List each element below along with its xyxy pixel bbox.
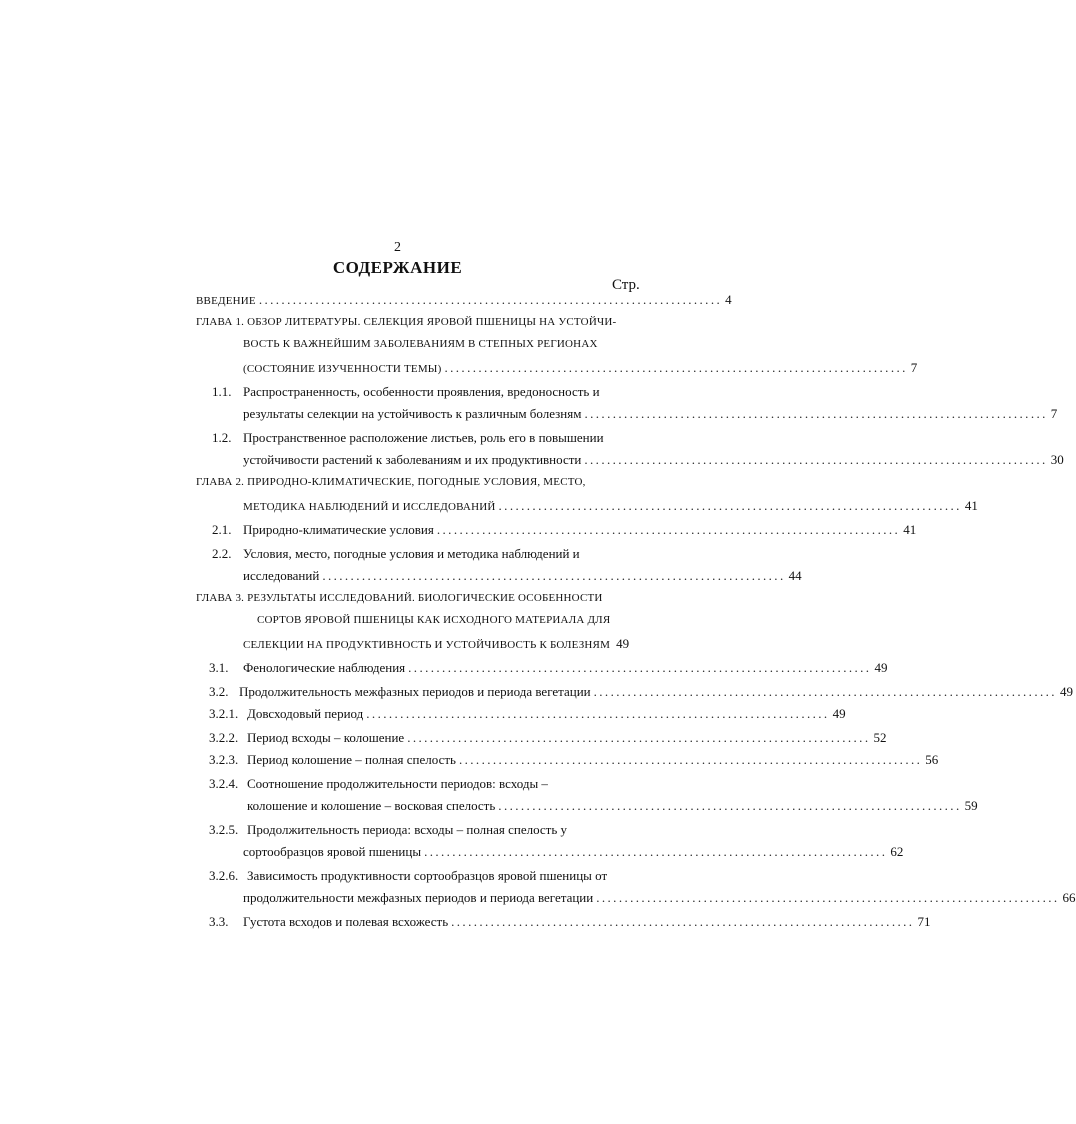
toc-entry-text: ГЛАВА 3. РЕЗУЛЬТАТЫ ИССЛЕДОВАНИЙ. БИОЛОГИЧЕСКИЕ ОСОБЕННОСТИ — [196, 592, 603, 604]
toc-entry — [212, 546, 642, 566]
toc-entry-page: 52 — [873, 730, 887, 745]
toc-entry-page: 30 — [1050, 452, 1064, 467]
toc-entry — [209, 730, 887, 750]
toc-entry-text: Зависимость продуктивности сортообразцов яровой пшеницы от — [247, 868, 608, 883]
leader-dots: .................................................................................. — [258, 292, 723, 307]
toc-entry-page: 7 — [1050, 406, 1058, 421]
toc-entry-page: 56 — [925, 752, 939, 767]
leader-dots: .................................................................................. — [322, 568, 786, 583]
toc-entry-number: 3.3. — [209, 914, 229, 929]
toc-entry-text: Густота всходов и полевая всхожесть — [243, 914, 449, 929]
toc-entry-page: 41 — [903, 522, 917, 537]
page-column-label: Стр. — [612, 277, 640, 293]
leader-dots: .................................................................................. — [366, 706, 830, 721]
toc-entry-text: ВВЕДЕНИЕ — [196, 295, 256, 307]
toc-entry-text: исследований — [243, 568, 320, 583]
toc-entry-page: 71 — [917, 914, 931, 929]
toc-entry-page: 62 — [890, 844, 904, 859]
toc-entry — [209, 660, 888, 680]
toc-entry — [209, 706, 846, 726]
toc-entry-text: устойчивости растений к заболеваниям и их продуктивности — [243, 452, 582, 467]
toc-entry — [209, 684, 1073, 704]
toc-entry-text: Довсходовый период — [247, 706, 364, 721]
toc-entry — [196, 476, 636, 496]
toc-entry — [243, 636, 629, 656]
toc-entry — [209, 776, 639, 796]
leader-dots: .................................................................................. — [593, 684, 1057, 699]
toc-entry-text: продолжительности межфазных периодов и периода вегетации — [243, 890, 594, 905]
leader-dots: .................................................................................. — [444, 360, 908, 375]
toc-entry — [196, 316, 636, 336]
toc-entry — [209, 822, 639, 842]
toc-entry — [243, 890, 1076, 910]
toc-entry-text: ГЛАВА 2. ПРИРОДНО-КЛИМАТИЧЕСКИЕ, ПОГОДНЫЕ УСЛОВИЯ, МЕСТО, — [196, 476, 586, 488]
toc-entry — [257, 614, 637, 634]
toc-entry-page: 49 — [616, 636, 630, 651]
toc-entry-number: 2.1. — [212, 522, 232, 537]
toc-entry-page: 59 — [964, 798, 978, 813]
toc-entry — [243, 406, 1058, 426]
toc-entry-page: 49 — [874, 660, 888, 675]
toc-entry — [196, 592, 636, 612]
toc-entry-text: МЕТОДИКА НАБЛЮДЕНИЙ И ИССЛЕДОВАНИЙ — [243, 501, 496, 513]
toc-entry-page: 49 — [832, 706, 846, 721]
leader-dots: .................................................................................. — [424, 844, 888, 859]
toc-entry — [243, 844, 904, 864]
toc-entry-page: 41 — [964, 498, 978, 513]
toc-entry — [209, 752, 939, 772]
toc-entry-number: 3.2.2. — [209, 730, 239, 745]
leader-dots: .................................................................................. — [498, 798, 962, 813]
toc-entry-text: Продолжительность межфазных периодов и периода вегетации — [239, 684, 591, 699]
toc-entry-text: Распространенность, особенности проявления, вредоносность и — [243, 384, 600, 399]
toc-entry-text: ГЛАВА 1. ОБЗОР ЛИТЕРАТУРЫ. СЕЛЕКЦИЯ ЯРОВОЙ ПШЕНИЦЫ НА УСТОЙЧИ- — [196, 316, 617, 328]
toc-entry-text: Продолжительность периода: всходы – полная спелость у — [247, 822, 568, 837]
toc-entry — [212, 384, 642, 404]
toc-entry-number: 3.2.1. — [209, 706, 239, 721]
leader-dots: .................................................................................. — [498, 498, 962, 513]
page-title: СОДЕРЖАНИЕ — [332, 258, 463, 277]
leader-dots: .................................................................................. — [408, 660, 872, 675]
toc-entry — [212, 522, 917, 542]
toc-entry-page: 4 — [725, 292, 732, 307]
toc-entry — [209, 914, 931, 934]
leader-dots: .................................................................................. — [451, 914, 915, 929]
toc-entry-page: 49 — [1059, 684, 1073, 699]
toc-entry — [243, 568, 802, 588]
page-number: 2 — [394, 240, 401, 255]
leader-dots: .................................................................................. — [584, 406, 1048, 421]
toc-entry-text: СОРТОВ ЯРОВОЙ ПШЕНИЦЫ КАК ИСХОДНОГО МАТЕРИАЛА ДЛЯ — [257, 614, 611, 626]
toc-entry — [196, 292, 732, 312]
leader-dots: .................................................................................. — [584, 452, 1048, 467]
toc-entry-number: 3.2.5. — [209, 822, 239, 837]
toc-entry — [243, 452, 1064, 472]
toc-entry-text: Период всходы – колошение — [247, 730, 405, 745]
toc-entry-number: 1.1. — [212, 384, 232, 399]
toc-entry-number: 1.2. — [212, 430, 232, 445]
toc-entry — [243, 498, 978, 518]
toc-entry — [247, 798, 978, 818]
toc-entry — [243, 360, 918, 380]
leader-dots: .................................................................................. — [407, 730, 871, 745]
toc-entry-number: 3.2.6. — [209, 868, 239, 883]
toc-entry-number: 3.2.4. — [209, 776, 239, 791]
toc-entry-text: колошение и колошение – восковая спелость — [247, 798, 496, 813]
toc-entry-text: ВОСТЬ К ВАЖНЕЙШИМ ЗАБОЛЕВАНИЯМ В СТЕПНЫХ РЕГИОНАХ — [243, 338, 598, 350]
toc-entry-number: 3.2.3. — [209, 752, 239, 767]
toc-entry — [243, 338, 633, 358]
toc-entry-number: 2.2. — [212, 546, 232, 561]
toc-entry-text: сортообразцов яровой пшеницы — [243, 844, 422, 859]
toc-entry-text: результаты селекции на устойчивость к различным болезням — [243, 406, 582, 421]
toc-entry-text: Природно-климатические условия — [243, 522, 434, 537]
leader-dots: .................................................................................. — [436, 522, 901, 537]
toc-entry-number: 3.2. — [209, 684, 229, 699]
toc-entry-text: СЕЛЕКЦИИ НА ПРОДУКТИВНОСТЬ И УСТОЙЧИВОСТЬ К БОЛЕЗНЯМ — [243, 639, 611, 651]
toc-entry-text: (СОСТОЯНИЕ ИЗУЧЕННОСТИ ТЕМЫ) — [243, 363, 442, 375]
toc-entry-text: Соотношение продолжительности периодов: всходы – — [247, 776, 548, 791]
toc-entry — [209, 868, 639, 888]
toc-entry-page: 7 — [910, 360, 918, 375]
toc-entry-text: Фенологические наблюдения — [243, 660, 406, 675]
toc-entry-text: Период колошение – полная спелость — [247, 752, 456, 767]
toc-entry-page: 66 — [1062, 890, 1076, 905]
toc-entry-number: 3.1. — [209, 660, 229, 675]
toc-entry-text: Условия, место, погодные условия и методика наблюдений и — [243, 546, 580, 561]
toc-entry-page: 44 — [788, 568, 802, 583]
toc-entry — [212, 430, 642, 450]
leader-dots: .................................................................................. — [458, 752, 923, 767]
toc-entry-text: Пространственное расположение листьев, роль его в повышении — [243, 430, 604, 445]
leader-dots: .................................................................................. — [596, 890, 1060, 905]
